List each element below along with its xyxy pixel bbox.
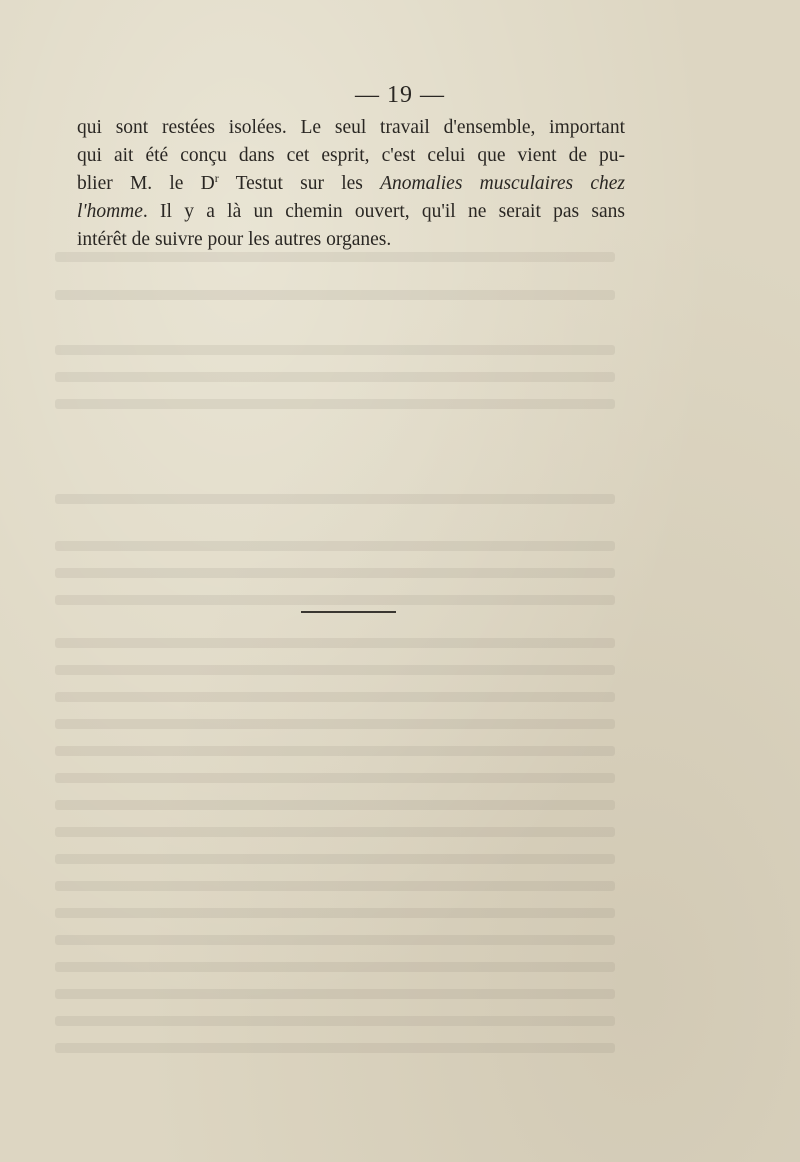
show-through-line	[55, 989, 615, 999]
text-line: qui ait été conçu dans cet esprit, c'est celui que vient de pu-	[77, 145, 625, 166]
show-through-line	[55, 962, 615, 972]
text-line: l'homme. Il y a là un chemin ouvert, qu'il ne serait pas sans	[77, 201, 625, 222]
section-divider	[301, 611, 396, 613]
show-through-line	[55, 345, 615, 355]
show-through-line	[55, 494, 615, 504]
show-through-line	[55, 399, 615, 409]
show-through-line	[55, 638, 615, 648]
show-through-line	[55, 541, 615, 551]
show-through-line	[55, 935, 615, 945]
show-through-line	[55, 665, 615, 675]
show-through-line	[55, 1016, 615, 1026]
text-line: intérêt de suivre pour les autres organes.	[77, 229, 392, 250]
page-number: — 19 —	[355, 82, 445, 108]
show-through-line	[55, 881, 615, 891]
body-paragraph	[77, 114, 625, 254]
show-through-line	[55, 827, 615, 837]
show-through-line	[55, 290, 615, 300]
show-through-line	[55, 854, 615, 864]
show-through-line	[55, 1043, 615, 1053]
show-through-line	[55, 595, 615, 605]
text-line: qui sont restées isolées. Le seul travail d'ensemble, important	[77, 117, 625, 138]
show-through-line	[55, 568, 615, 578]
show-through-line	[55, 908, 615, 918]
show-through-line	[55, 800, 615, 810]
show-through-line	[55, 773, 615, 783]
show-through-line	[55, 719, 615, 729]
show-through-line	[55, 372, 615, 382]
text-line: blier M. le $D^r$ Testut sur les Anomalies musculaires chez	[77, 171, 625, 194]
show-through-line	[55, 692, 615, 702]
show-through-line	[55, 746, 615, 756]
